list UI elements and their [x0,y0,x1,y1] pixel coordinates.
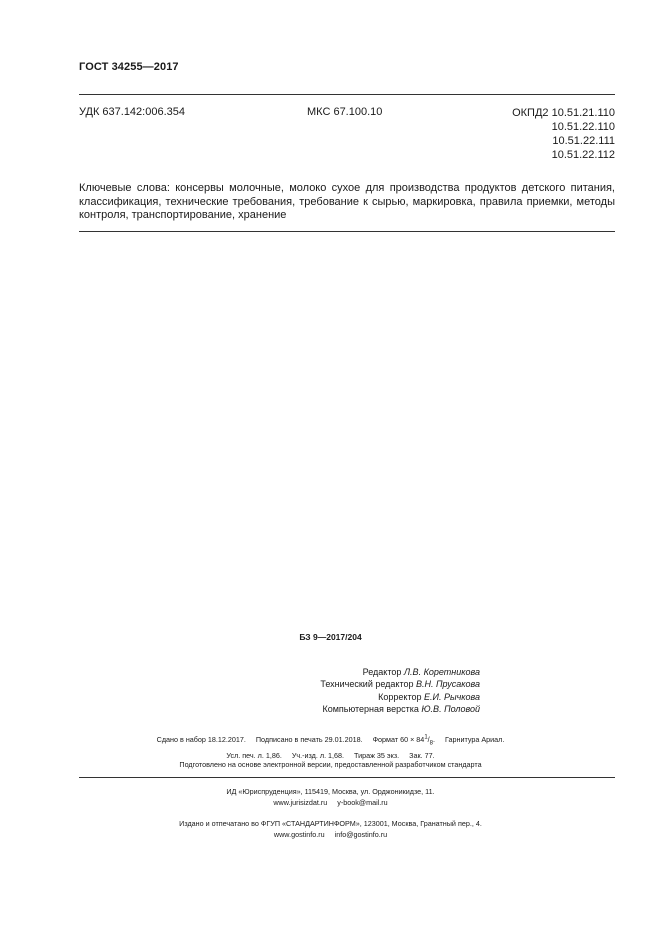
credit-line [220,703,480,715]
format: Формат $60 \times 84^1/_8$. [372,735,435,747]
credits-block [220,666,480,716]
credit-name: Л.В. Коретникова [403,667,480,677]
publisher-site: www.jurisizdat.ru [273,798,328,807]
publisher-email: y-book@mail.ru [337,798,388,807]
okpd2-code: 10.51.22.111 [552,135,615,147]
sent-date: Сдано в набор 18.12.2017. [156,735,246,745]
top-divider [79,94,615,95]
okpd2-code: 10.51.22.110 [551,121,615,133]
keywords-paragraph: Ключевые слова: консервы молочные, молоко сухое для производства продуктов детского питания, классификация, технические требования, требование к сырью, маркировка, правила приемки, методы контроля, транспортирование, хранение [79,182,615,222]
udk-code: УДК 637.142:006.354 [79,106,185,118]
credit-line [220,666,480,678]
okpd2-code: 10.51.22.112 [551,149,615,161]
standard-title: ГОСТ 34255—2017 [79,61,179,73]
publisher-address: ИД «Юриспруденция», 115419, Москва, ул. Орджоникидзе, 11. [226,787,435,796]
print-line-1 [0,733,661,750]
credit-line [220,691,480,703]
okpd2-codes [512,106,615,162]
keywords-divider [79,231,615,232]
credit-role: Технический редактор [320,679,414,690]
imprint-divider [79,777,615,778]
credit-name: Е.И. Рычкова [424,691,480,702]
zakaz: Зак. 77. [409,751,435,761]
publisher-contacts [0,797,661,808]
signed-date: Подписано в печать 29.01.2018. [255,735,363,745]
print-details [0,733,661,762]
credit-line [220,678,480,690]
printer-site: www.gostinfo.ru [273,830,325,839]
publisher-2 [0,818,661,840]
uch-izd: Уч.-изд. л. 1,68. [291,751,345,761]
source-note: Подготовлено на основе электронной версии, предоставленной разработчиком стандарта [179,760,482,769]
printer-contacts [0,829,661,840]
tirazh: Тираж 35 экз. [354,751,400,761]
printer-email: info@gostinfo.ru [334,830,388,839]
credit-role: Корректор [378,691,422,702]
bz-number: БЗ 9—2017/204 [299,632,362,642]
usl-pech: Усл. печ. л. 1,86. [226,751,282,761]
credit-role: Редактор [362,667,402,677]
publisher-1 [0,786,661,808]
credit-role: Компьютерная верстка [322,704,419,715]
printer-address: Издано и отпечатано во ФГУП «СТАНДАРТИНФОРМ», 123001, Москва, Гранатный пер., 4. [179,819,482,828]
okpd2-code: ОКПД2 10.51.21.110 [512,107,615,119]
mks-code: МКС 67.100.10 [307,106,383,118]
typeface: Гарнитура Ариал. [445,735,505,745]
credit-name: Ю.В. Половой [421,704,480,715]
credit-name: В.Н. Прусакова [416,679,480,690]
